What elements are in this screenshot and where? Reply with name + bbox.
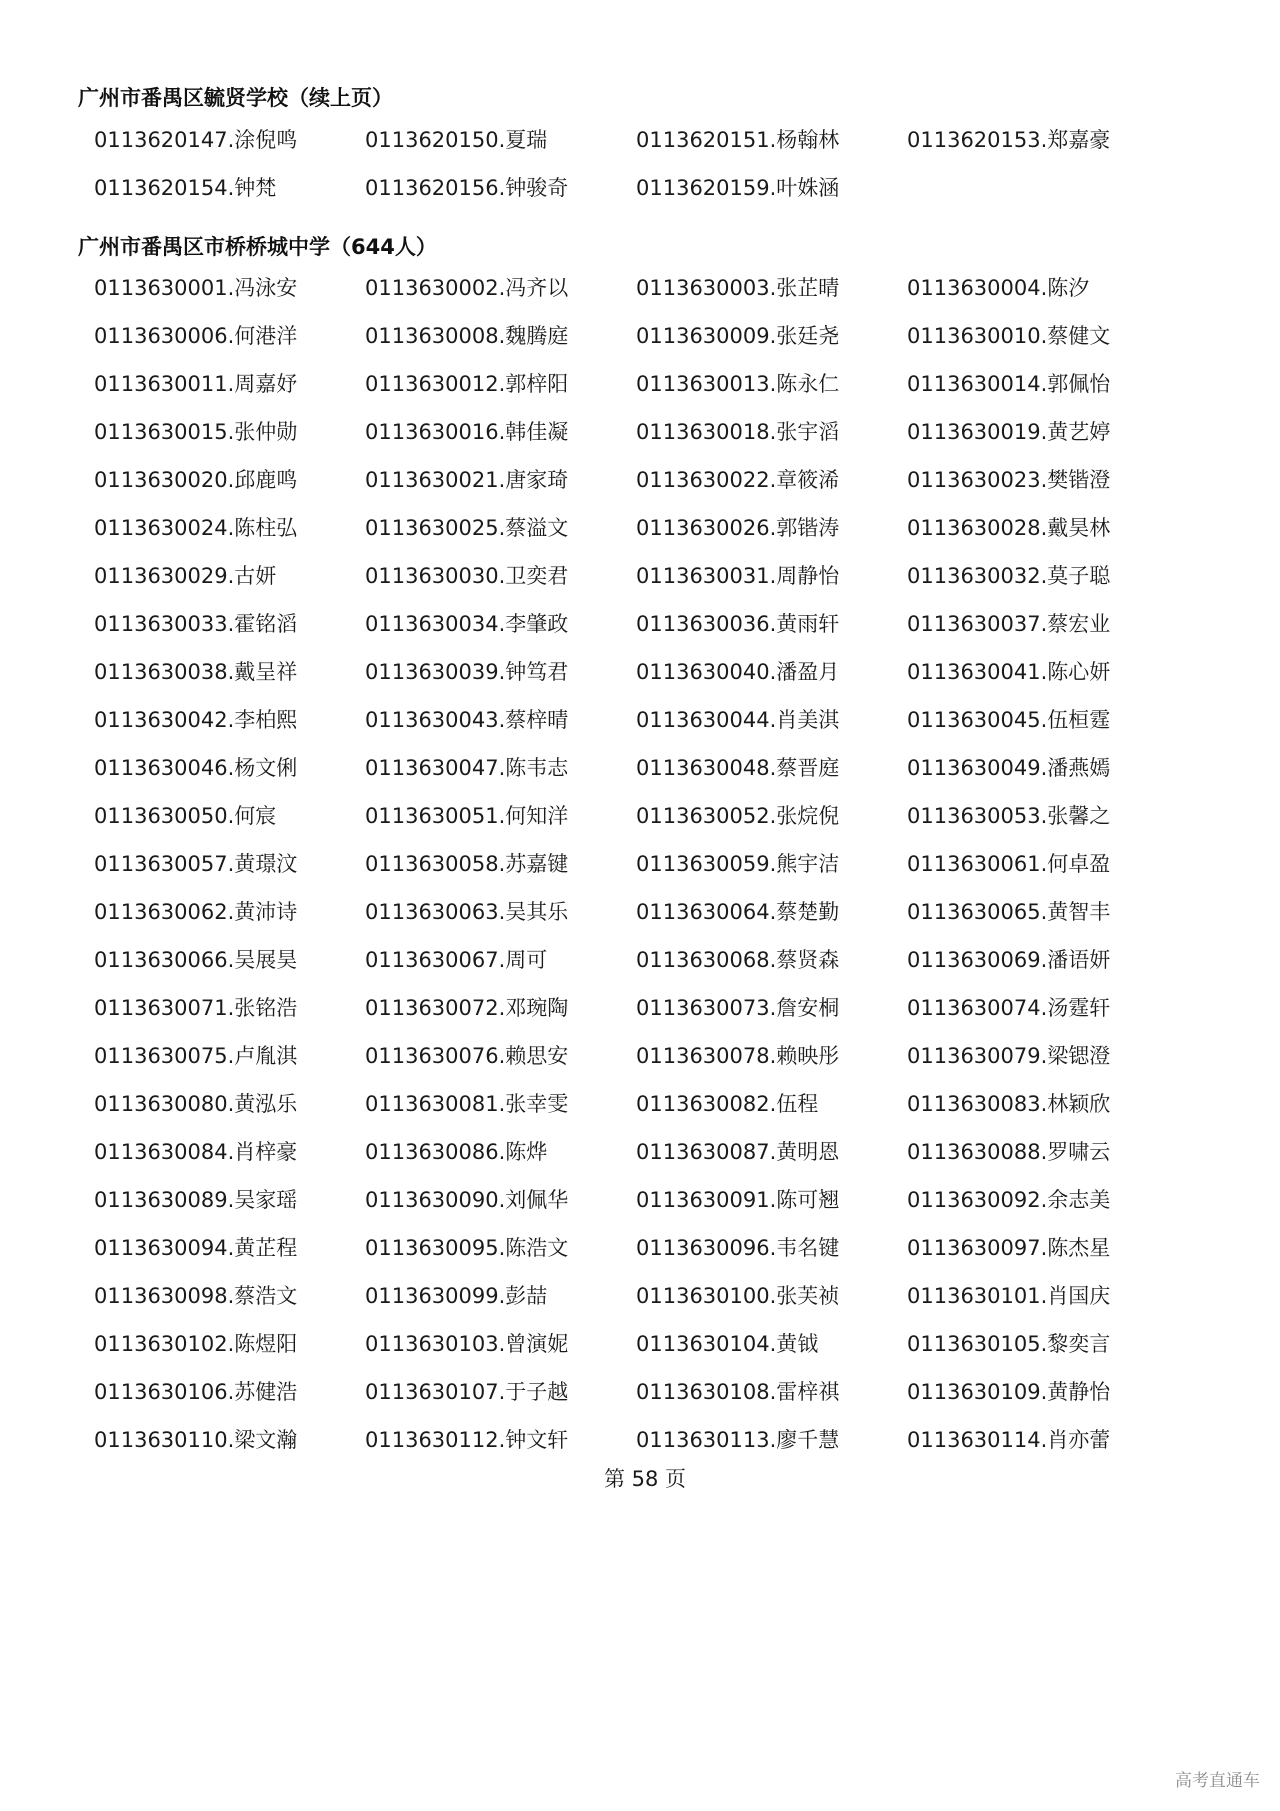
student-entry: 0113620151.杨翰林 <box>636 128 840 152</box>
student-entry: 0113630095.陈浩文 <box>365 1236 569 1260</box>
student-entry: 0113630014.郭佩怡 <box>907 372 1111 396</box>
student-entry: 0113630080.黄泓乐 <box>94 1092 298 1116</box>
student-entry: 0113630016.韩佳凝 <box>365 420 569 444</box>
student-entry: 0113630028.戴昊林 <box>907 516 1111 540</box>
student-entry: 0113630018.张宇滔 <box>636 420 840 444</box>
student-entry: 0113630008.魏腾庭 <box>365 324 569 348</box>
student-entry: 0113630086.陈烨 <box>365 1140 548 1164</box>
student-entry: 0113630106.苏健浩 <box>94 1380 298 1404</box>
student-entry: 0113630029.古妍 <box>94 564 277 588</box>
student-entry: 0113630083.林颖欣 <box>907 1092 1111 1116</box>
student-entry: 0113630009.张廷尧 <box>636 324 840 348</box>
student-entry: 0113630103.曾演妮 <box>365 1332 569 1356</box>
student-entry: 0113630063.吴其乐 <box>365 900 569 924</box>
student-entry: 0113630112.钟文轩 <box>365 1428 569 1452</box>
student-entry: 0113630013.陈永仁 <box>636 372 840 396</box>
student-entry: 0113630081.张幸雯 <box>365 1092 569 1116</box>
student-entry: 0113630006.何港洋 <box>94 324 298 348</box>
student-entry: 0113630046.杨文俐 <box>94 756 298 780</box>
student-entry: 0113630049.潘燕嫣 <box>907 756 1111 780</box>
student-entry: 0113630023.樊锴澄 <box>907 468 1111 492</box>
student-entry: 0113630101.肖国庆 <box>907 1284 1111 1308</box>
section-title: 广州市番禺区市桥桥城中学（644人） <box>78 235 437 259</box>
student-entry: 0113630079.梁锶澄 <box>907 1044 1111 1068</box>
student-entry: 0113630047.陈韦志 <box>365 756 569 780</box>
student-entry: 0113630015.张仲勋 <box>94 420 298 444</box>
student-entry: 0113630105.黎奕言 <box>907 1332 1111 1356</box>
student-entry: 0113630038.戴呈祥 <box>94 660 298 684</box>
student-entry: 0113630033.霍铭滔 <box>94 612 298 636</box>
student-entry: 0113630057.黄璟汶 <box>94 852 298 876</box>
student-entry: 0113630087.黄明恩 <box>636 1140 840 1164</box>
student-entry: 0113630082.伍程 <box>636 1092 819 1116</box>
student-entry: 0113630088.罗啸云 <box>907 1140 1111 1164</box>
student-entry: 0113630084.肖梓豪 <box>94 1140 298 1164</box>
student-entry: 0113630090.刘佩华 <box>365 1188 569 1212</box>
student-entry: 0113630066.吴展昊 <box>94 948 298 972</box>
student-entry: 0113630041.陈心妍 <box>907 660 1111 684</box>
student-entry: 0113630110.梁文瀚 <box>94 1428 298 1452</box>
student-entry: 0113630044.肖美淇 <box>636 708 840 732</box>
student-entry: 0113630025.蔡溢文 <box>365 516 569 540</box>
student-entry: 0113630078.赖映彤 <box>636 1044 840 1068</box>
student-entry: 0113620153.郑嘉豪 <box>907 128 1111 152</box>
student-entry: 0113620147.涂倪鸣 <box>94 128 298 152</box>
student-entry: 0113630037.蔡宏业 <box>907 612 1111 636</box>
watermark: 高考直通车 <box>1175 1771 1260 1791</box>
student-entry: 0113630062.黄沛诗 <box>94 900 298 924</box>
student-entry: 0113630012.郭梓阳 <box>365 372 569 396</box>
student-entry: 0113630001.冯泳安 <box>94 276 298 300</box>
student-entry: 0113630052.张烷倪 <box>636 804 840 828</box>
student-entry: 0113630108.雷梓祺 <box>636 1380 840 1404</box>
student-entry: 0113630097.陈杰星 <box>907 1236 1111 1260</box>
student-entry: 0113630048.蔡晋庭 <box>636 756 840 780</box>
student-entry: 0113630043.蔡梓晴 <box>365 708 569 732</box>
student-list <box>94 122 1194 218</box>
student-entry: 0113630022.章筱浠 <box>636 468 840 492</box>
student-entry: 0113630092.余志美 <box>907 1188 1111 1212</box>
student-entry: 0113630030.卫奕君 <box>365 564 569 588</box>
student-entry: 0113630011.周嘉妤 <box>94 372 298 396</box>
student-entry: 0113630072.邓琬陶 <box>365 996 569 1020</box>
student-entry: 0113630032.莫子聪 <box>907 564 1111 588</box>
student-entry: 0113630040.潘盈月 <box>636 660 840 684</box>
student-entry: 0113630089.吴家瑶 <box>94 1188 298 1212</box>
student-entry: 0113630091.陈可翘 <box>636 1188 840 1212</box>
student-entry: 0113630019.黄艺婷 <box>907 420 1111 444</box>
student-entry: 0113630073.詹安桐 <box>636 996 840 1020</box>
student-entry: 0113630010.蔡健文 <box>907 324 1111 348</box>
student-entry: 0113630021.唐家琦 <box>365 468 569 492</box>
page-number: 第 58 页 <box>603 1467 687 1491</box>
student-entry: 0113630071.张铭浩 <box>94 996 298 1020</box>
student-entry: 0113620156.钟骏奇 <box>365 176 569 200</box>
student-entry: 0113630076.赖思安 <box>365 1044 569 1068</box>
student-entry: 0113630024.陈柱弘 <box>94 516 298 540</box>
student-entry: 0113630094.黄芷程 <box>94 1236 298 1260</box>
student-entry: 0113630034.李肇政 <box>365 612 569 636</box>
student-entry: 0113630053.张馨之 <box>907 804 1111 828</box>
student-entry: 0113630051.何知洋 <box>365 804 569 828</box>
student-entry: 0113630107.于子越 <box>365 1380 569 1404</box>
student-entry: 0113630059.熊宇洁 <box>636 852 840 876</box>
student-entry: 0113620150.夏瑞 <box>365 128 548 152</box>
student-list <box>94 270 1194 1470</box>
student-entry: 0113630075.卢胤淇 <box>94 1044 298 1068</box>
student-entry: 0113630031.周静怡 <box>636 564 840 588</box>
section-title: 广州市番禺区毓贤学校（续上页） <box>78 86 393 110</box>
student-entry: 0113630020.邱鹿鸣 <box>94 468 298 492</box>
student-entry: 0113630109.黄静怡 <box>907 1380 1111 1404</box>
student-entry: 0113630058.苏嘉键 <box>365 852 569 876</box>
student-entry: 0113630099.彭喆 <box>365 1284 548 1308</box>
student-entry: 0113630074.汤霆轩 <box>907 996 1111 1020</box>
student-entry: 0113630113.廖千慧 <box>636 1428 840 1452</box>
student-entry: 0113630036.黄雨轩 <box>636 612 840 636</box>
student-entry: 0113630026.郭锴涛 <box>636 516 840 540</box>
student-entry: 0113630045.伍桓霆 <box>907 708 1111 732</box>
student-entry: 0113630061.何卓盈 <box>907 852 1111 876</box>
student-entry: 0113630067.周可 <box>365 948 548 972</box>
student-entry: 0113620159.叶姝涵 <box>636 176 840 200</box>
student-entry: 0113630069.潘语妍 <box>907 948 1111 972</box>
student-entry: 0113630102.陈煜阳 <box>94 1332 298 1356</box>
student-entry: 0113630050.何宸 <box>94 804 277 828</box>
student-entry: 0113630096.韦名键 <box>636 1236 840 1260</box>
student-entry: 0113630004.陈汐 <box>907 276 1090 300</box>
student-entry: 0113630104.黄钺 <box>636 1332 819 1356</box>
student-entry: 0113630100.张芙祯 <box>636 1284 840 1308</box>
student-entry: 0113630039.钟笃君 <box>365 660 569 684</box>
student-entry: 0113630042.李柏熙 <box>94 708 298 732</box>
student-entry: 0113630065.黄智丰 <box>907 900 1111 924</box>
student-entry: 0113630003.张芷晴 <box>636 276 840 300</box>
student-entry: 0113630068.蔡贤森 <box>636 948 840 972</box>
student-entry: 0113620154.钟梵 <box>94 176 277 200</box>
student-entry: 0113630002.冯齐以 <box>365 276 569 300</box>
student-entry: 0113630098.蔡浩文 <box>94 1284 298 1308</box>
student-entry: 0113630064.蔡楚勤 <box>636 900 840 924</box>
student-entry: 0113630114.肖亦蕾 <box>907 1428 1111 1452</box>
